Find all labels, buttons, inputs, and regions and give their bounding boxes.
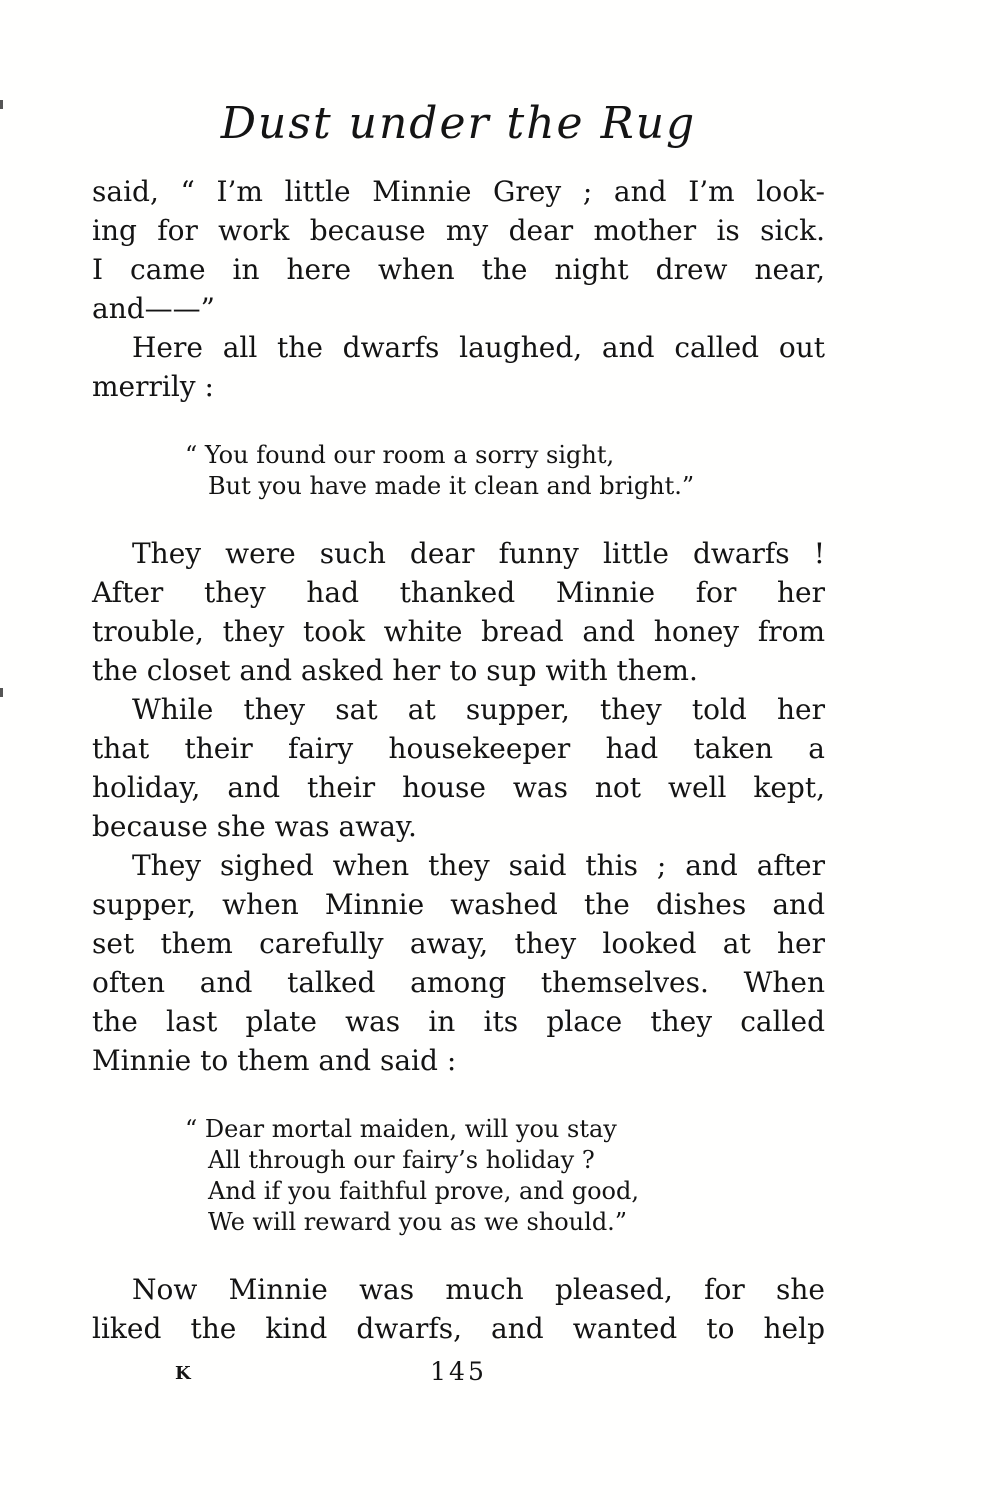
text-line: “ Dear mortal maiden, will you stay — [185, 1115, 617, 1143]
paragraph — [92, 846, 825, 1080]
text-line: and——” — [92, 292, 215, 325]
scan-artifact — [0, 688, 3, 697]
text-line: set them carefully away, they looked at her — [92, 927, 825, 960]
text-line: We will reward you as we should.” — [208, 1208, 628, 1236]
text-line: Here all the dwarfs laughed, and called out — [132, 331, 825, 364]
verse-block — [185, 440, 825, 502]
paragraph — [92, 534, 825, 690]
text-line: liked the kind dwarfs, and wanted to help — [92, 1312, 825, 1345]
text-line: While they sat at supper, they told her — [132, 693, 825, 726]
text-line: After they had thanked Minnie for her — [92, 576, 825, 609]
page-number: 145 — [430, 1357, 487, 1386]
text-line: often and talked among themselves. When — [92, 966, 825, 999]
text-line: that their fairy housekeeper had taken a — [92, 732, 825, 765]
text-line: supper, when Minnie washed the dishes and — [92, 888, 825, 921]
text-line: All through our fairy’s holiday ? — [208, 1146, 595, 1174]
text-line: I came in here when the night drew near, — [92, 253, 825, 286]
text-line: But you have made it clean and bright.” — [208, 472, 695, 500]
text-line: Now Minnie was much pleased, for she — [132, 1273, 825, 1306]
text-line: the last plate was in its place they called — [92, 1005, 825, 1038]
text-line: They sighed when they said this ; and after — [132, 849, 825, 882]
text-line: ing for work because my dear mother is sick. — [92, 214, 825, 247]
paragraph — [92, 1270, 825, 1348]
paragraph — [92, 172, 825, 328]
signature-mark: K — [175, 1363, 192, 1384]
text-line: merrily : — [92, 370, 214, 403]
text-line: holiday, and their house was not well kept, — [92, 771, 825, 804]
paragraph — [92, 690, 825, 846]
text-line: the closet and asked her to sup with them. — [92, 654, 698, 687]
page-body — [92, 172, 825, 1348]
text-line: Minnie to them and said : — [92, 1044, 457, 1077]
text-line: because she was away. — [92, 810, 417, 843]
verse-block — [185, 1114, 825, 1238]
text-line: They were such dear funny little dwarfs ! — [132, 537, 825, 570]
text-line: And if you faithful prove, and good, — [208, 1177, 639, 1205]
scan-artifact — [0, 100, 3, 109]
text-line: trouble, they took white bread and honey from — [92, 615, 825, 648]
text-line: “ You found our room a sorry sight, — [185, 441, 615, 469]
paragraph — [92, 328, 825, 406]
page-footer — [92, 1357, 825, 1391]
text-column — [92, 0, 825, 1391]
page-title: Dust under the Rug — [220, 98, 697, 149]
text-line: said, “ I’m little Minnie Grey ; and I’m look- — [92, 175, 825, 208]
